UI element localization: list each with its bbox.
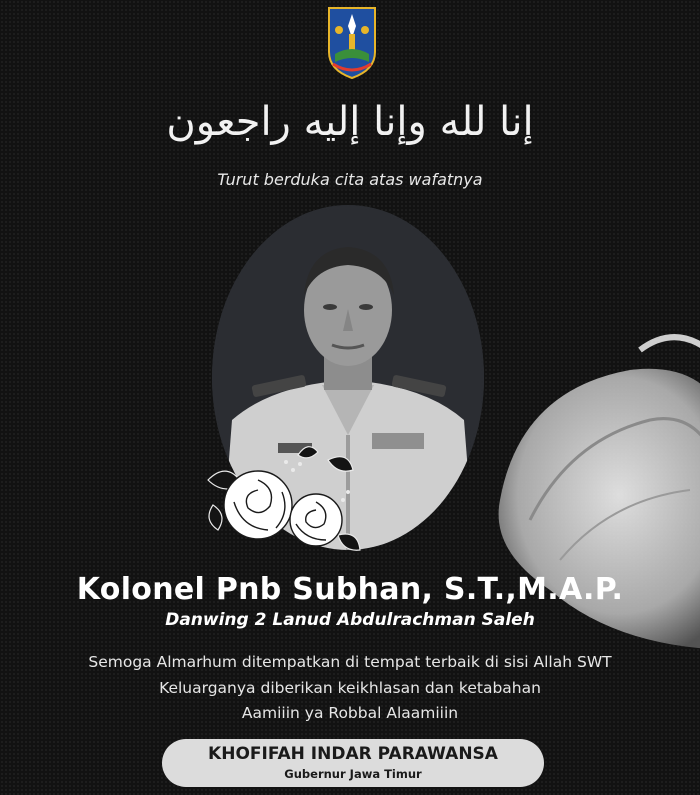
prayer-line-3: Aamiiin ya Robbal Alaamiiin — [241, 704, 459, 722]
signature-badge — [162, 739, 544, 787]
prayer-line-2: Keluarganya diberikan keikhlasan dan ketabahan — [159, 679, 541, 697]
prayer-line-1: Semoga Almarhum ditempatkan di tempat terbaik di sisi Allah SWT — [88, 653, 612, 671]
signatory-role: Gubernur Jawa Timur — [284, 767, 422, 781]
jawa-timur-emblem-icon — [325, 4, 379, 80]
arabic-calligraphy: إنا لله وإنا إليه راجعون — [166, 99, 534, 145]
deceased-name: Kolonel Pnb Subhan, S.T.,M.A.P. — [76, 572, 624, 607]
deceased-position: Danwing 2 Lanud Abdulrachman Saleh — [165, 610, 535, 630]
rose-bouquet-icon — [198, 440, 368, 560]
condolence-text: Turut berduka cita atas wafatnya — [217, 170, 483, 189]
signatory-name: KHOFIFAH INDAR PARAWANSA — [208, 744, 498, 764]
